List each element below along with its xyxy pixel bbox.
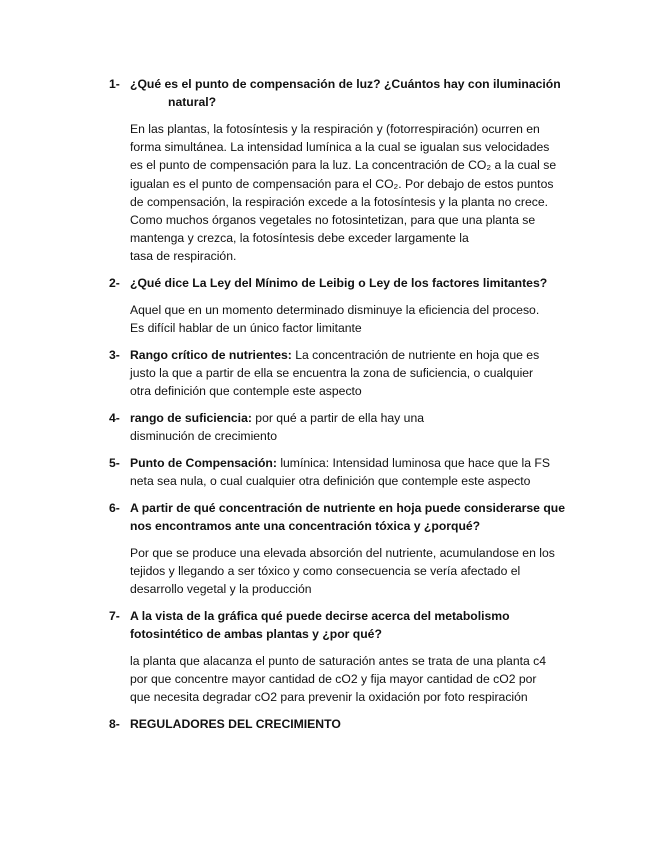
question-number: 1- xyxy=(109,77,120,91)
question-8 xyxy=(109,715,569,733)
definition-line: otra definición que contemple este aspecto xyxy=(130,384,362,398)
answer-line: de compensación, la respiración excede a la fotosíntesis y la planta no crece. xyxy=(130,194,548,209)
question-6 xyxy=(109,499,569,535)
answer-2 xyxy=(130,301,570,337)
question-title: ¿Qué es el punto de compensación de luz? ¿Cuántos hay con iluminación xyxy=(130,77,561,91)
question-title-cont: natural? xyxy=(168,95,217,109)
term-label: Punto de Compensación: xyxy=(130,456,277,470)
question-4 xyxy=(109,409,569,445)
question-number: 3- xyxy=(109,348,120,362)
question-7 xyxy=(109,607,569,643)
question-number: 4- xyxy=(109,411,120,425)
answer-line: es el punto de compensación para la luz. La concentración de CO₂ a la cual se xyxy=(130,158,557,173)
answer-line: desarrollo vegetal y la producción xyxy=(130,582,312,597)
answer-line: igualan es el punto de compensación para el CO₂. Por debajo de estos puntos xyxy=(130,176,554,191)
question-title: ¿Qué dice La Ley del Mínimo de Leibig o Ley de los factores limitantes? xyxy=(130,276,548,290)
question-number: 8- xyxy=(109,717,120,731)
question-title-cont: nos encontramos ante una concentración tóxica y ¿porqué? xyxy=(130,519,481,533)
question-2 xyxy=(109,274,569,292)
question-title: A partir de qué concentración de nutriente en hoja puede considerarse que xyxy=(130,501,566,515)
definition-text: por qué a partir de ella hay una xyxy=(251,411,425,425)
answer-line: que necesita degradar cO2 para prevenir la oxidación por foto respiración xyxy=(130,690,528,705)
definition-text: La concentración de nutriente en hoja que es xyxy=(291,348,540,362)
answer-1 xyxy=(130,120,570,266)
answer-line: En las plantas, la fotosíntesis y la respiración y (fotorrespiración) ocurren en xyxy=(130,122,540,136)
definition-line: neta sea nula, o cual cualquier otra definición que contemple este aspecto xyxy=(130,474,531,488)
answer-line: Por que se produce una elevada absorción del nutriente, acumulandose en los xyxy=(130,546,555,560)
definition-line: disminución de crecimiento xyxy=(130,429,277,443)
section-heading: REGULADORES DEL CRECIMIENTO xyxy=(130,717,341,731)
answer-line: por que concentre mayor cantidad de cO2 y fija mayor cantidad de cO2 por xyxy=(130,672,537,687)
question-number: 5- xyxy=(109,456,120,470)
answer-line: Aquel que en un momento determinado disminuye la eficiencia del proceso. xyxy=(130,303,540,317)
question-1 xyxy=(109,75,569,111)
definition-line: justo la que a partir de ella se encuentra la zona de suficiencia, o cualquier xyxy=(130,366,534,380)
answer-line: Como muchos órganos vegetales no fotosintetizan, para que una planta se xyxy=(130,213,536,228)
answer-line: la planta que alacanza el punto de saturación antes se trata de una planta c4 xyxy=(130,654,547,668)
answer-line: forma simultánea. La intensidad lumínica a la cual se igualan sus velocidades xyxy=(130,140,550,155)
question-number: 6- xyxy=(109,501,120,515)
answer-7 xyxy=(130,652,570,707)
answer-line: Es difícil hablar de un único factor limitante xyxy=(130,321,362,336)
question-number: 7- xyxy=(109,609,120,623)
answer-line: tejidos y llegando a ser tóxico y como consecuencia se vería afectado el xyxy=(130,564,521,579)
term-label: rango de suficiencia: xyxy=(130,411,252,425)
term-label: Rango crítico de nutrientes: xyxy=(130,348,292,362)
answer-6 xyxy=(130,544,570,599)
question-number: 2- xyxy=(109,276,120,290)
answer-line: mantenga y crezca, la fotosíntesis debe exceder largamente la xyxy=(130,231,469,246)
question-title: A la vista de la gráfica qué puede decirse acerca del metabolismo xyxy=(130,609,510,623)
question-3 xyxy=(109,346,569,400)
question-5 xyxy=(109,454,569,490)
question-title-cont: fotosintético de ambas plantas y ¿por qué? xyxy=(130,627,382,641)
definition-text: lumínica: Intensidad luminosa que hace que la FS xyxy=(276,456,550,470)
answer-line: tasa de respiración. xyxy=(130,249,237,264)
